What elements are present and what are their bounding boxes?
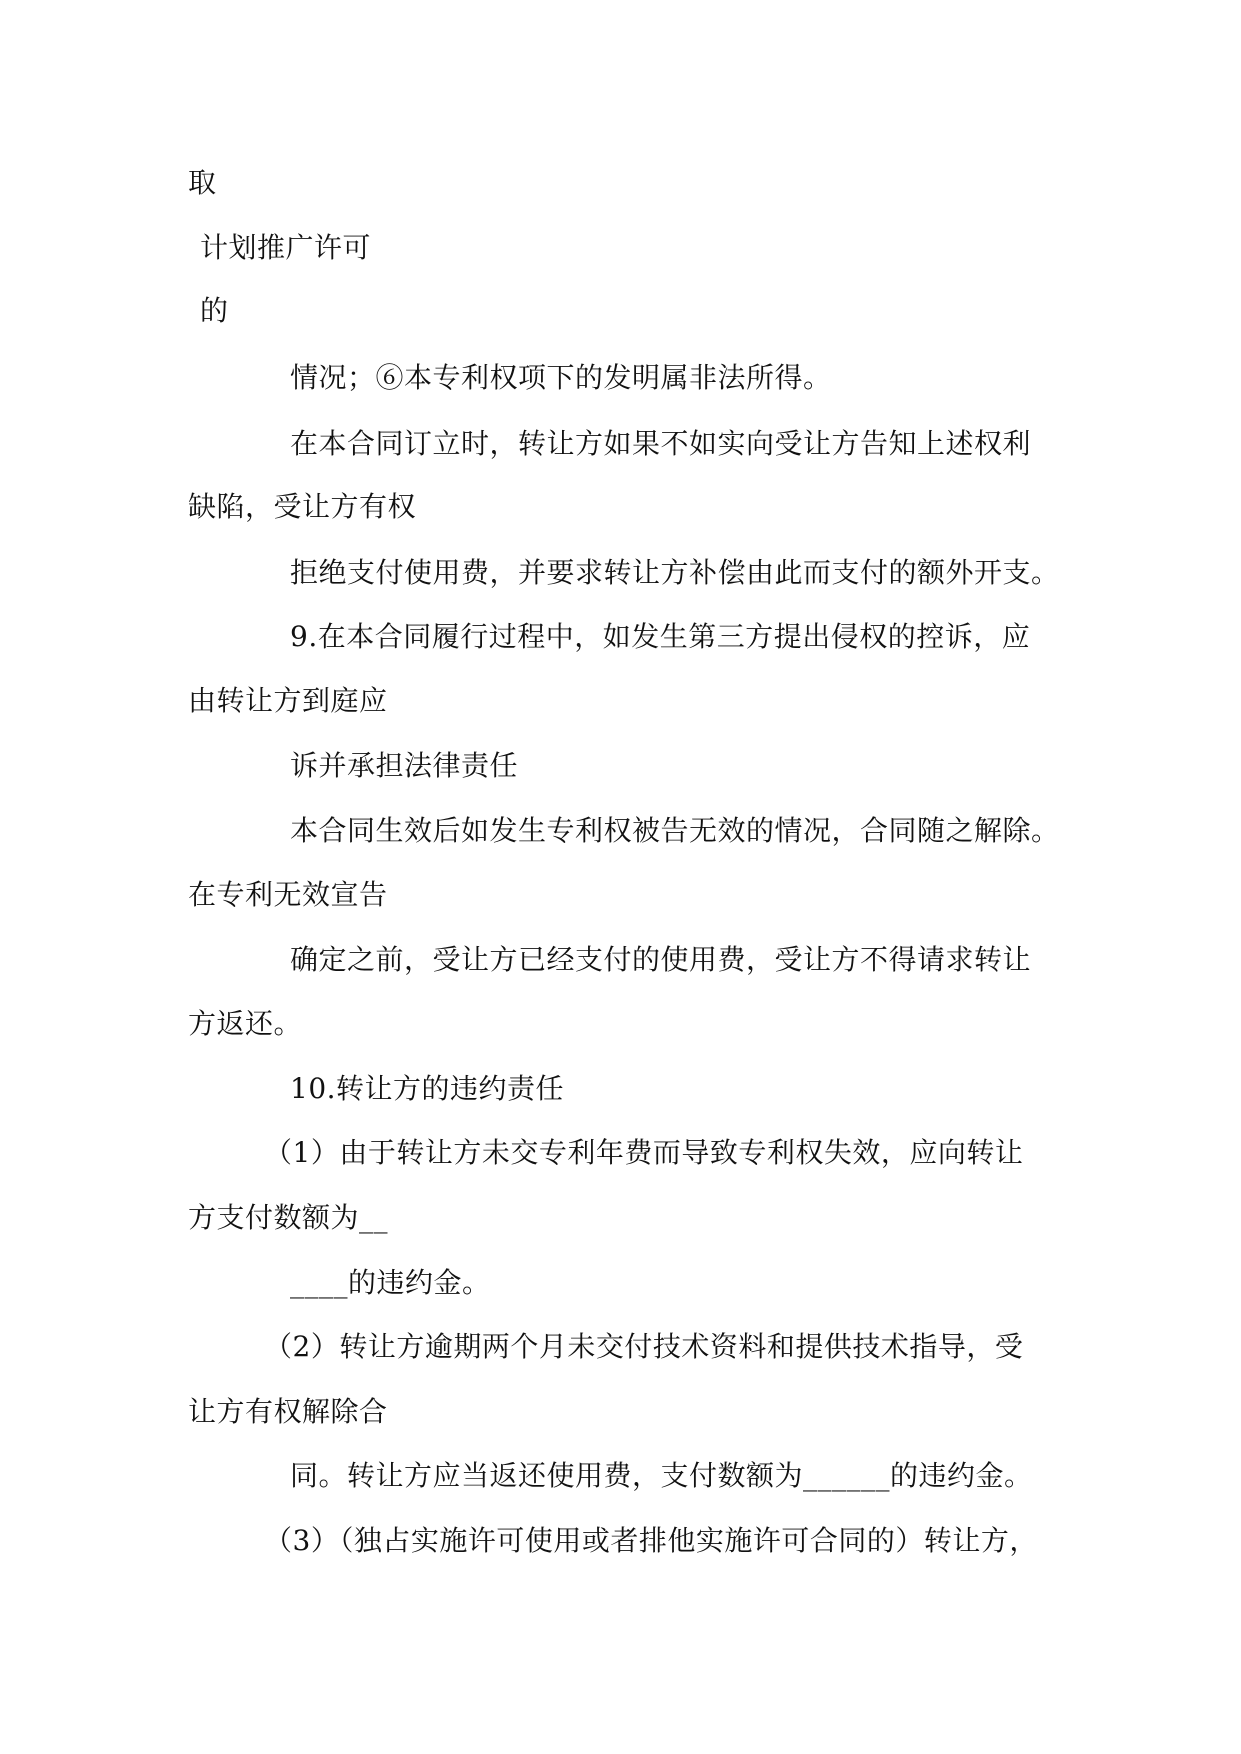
section-heading: 10.转让方的违约责任 [290, 1072, 565, 1105]
paragraph-line: 本合同生效后如发生专利权被告无效的情况，合同随之解除。 [290, 814, 1060, 847]
paragraph-line: 方返还。 [188, 1007, 303, 1040]
paragraph-line: 同。转让方应当返还使用费，支付数额为______的违约金。 [290, 1459, 1033, 1492]
paragraph-line: 方支付数额为__ [188, 1201, 389, 1234]
paragraph-line: 情况；⑥本专利权项下的发明属非法所得。 [290, 361, 832, 394]
paragraph-line: 缺陷，受让方有权 [188, 490, 417, 523]
paragraph-line: 在专利无效宣告 [188, 878, 388, 911]
paragraph-line: （2）转让方逾期两个月未交付技术资料和提供技术指导，受 [264, 1330, 1024, 1363]
paragraph-line: 取 [188, 166, 217, 199]
paragraph-line: 的 [200, 294, 229, 327]
paragraph-line: 9.在本合同履行过程中，如发生第三方提出侵权的控诉，应 [290, 620, 1031, 653]
paragraph-line: （1）由于转让方未交专利年费而导致专利权失效，应向转让 [264, 1136, 1024, 1169]
paragraph-line: 让方有权解除合 [188, 1395, 388, 1428]
paragraph-line: 计划推广许可 [200, 231, 372, 264]
paragraph-line: 诉并承担法律责任 [290, 749, 519, 782]
paragraph-line: 由转让方到庭应 [188, 684, 388, 717]
paragraph-line: 确定之前，受让方已经支付的使用费，受让方不得请求转让 [290, 943, 1032, 976]
paragraph-line: 在本合同订立时，转让方如果不如实向受让方告知上述权利 [290, 427, 1032, 460]
paragraph-line: （3）（独占实施许可使用或者排他实施许可合同的）转让方， [264, 1524, 1038, 1557]
paragraph-line: ____的违约金。 [290, 1266, 491, 1299]
paragraph-line: 拒绝支付使用费，并要求转让方补偿由此而支付的额外开支。 [290, 556, 1060, 589]
